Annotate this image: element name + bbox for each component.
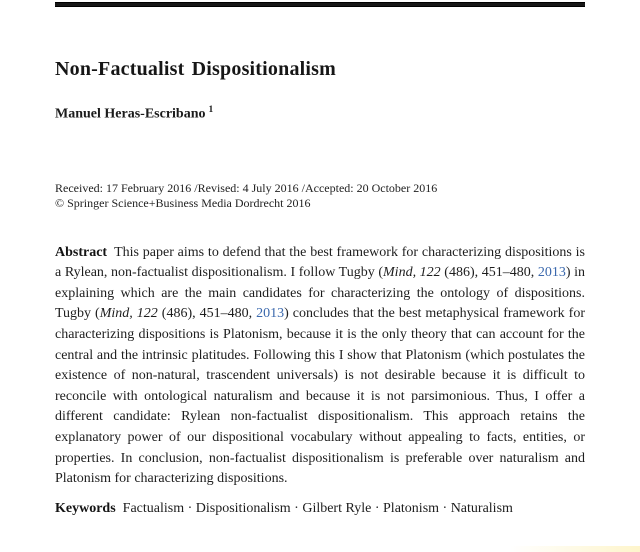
abstract-text-segment: ) concludes that the best metaphysical framework for characterizing dispositions is Platonism, because it is the only theory that can account for the central and the intrinsic platitudes. Following this I show that Platonism (which postulates the existence of non-natural, trascendent universals) is not desirable because it is difficult to reconcile with ontological naturalism and because it is not parsimonious. Thus, I offer a different candidate: Rylean non-factualist dispositionalism. This approach retains the explanatory power of our dispositional vocabulary without appealing to facts, entities, or properties. In conclusion, non-factualist dispositionalism is preferable over naturalism and Platonism for characterizing dispositions. [55, 306, 586, 487]
keywords-list: Factualism · Dispositionalism · Gilbert Ryle · Platonism · Naturalism [122, 500, 513, 516]
journal-reference-italic: Mind, 122 [383, 265, 441, 281]
page-title: Non-Factualist Dispositionalism [55, 58, 337, 80]
citation-year-link[interactable]: 2013 [537, 265, 566, 281]
keywords-heading: Keywords [55, 500, 116, 516]
abstract-text [55, 245, 585, 487]
received-dates-line: Received: 17 February 2016 /Revised: 4 July 2016 /Accepted: 20 October 2016 [55, 180, 438, 195]
citation-year-link[interactable]: 2013 [256, 306, 285, 322]
abstract-text-segment: (486), 451–480, [440, 265, 538, 281]
abstract-text-segment: This paper aims to defend that the best framework for characterizing dispositions is a Rylean, non-factualist dispositionalism. I follow Tugby ( [55, 244, 585, 281]
journal-reference-italic: Mind, 122 [99, 306, 158, 322]
top-rule [55, 2, 585, 7]
article-history [55, 181, 585, 212]
abstract-paragraph [55, 243, 585, 490]
copyright-line: © Springer Science+Business Media Dordrecht 2016 [55, 196, 311, 211]
author-line [55, 102, 585, 123]
author-name: Manuel Heras-Escribano [55, 106, 206, 122]
abstract-text-segment: ) in explaining which are the main candidates for characterizing the ontology of dispositions. Tugby ( [55, 265, 586, 322]
scan-artifact [510, 546, 640, 552]
keywords-line [55, 500, 585, 518]
abstract-text-segment: (486), 451–480, [157, 306, 257, 322]
abstract-heading: Abstract [55, 244, 108, 260]
author-affiliation-superscript: 1 [208, 105, 214, 115]
